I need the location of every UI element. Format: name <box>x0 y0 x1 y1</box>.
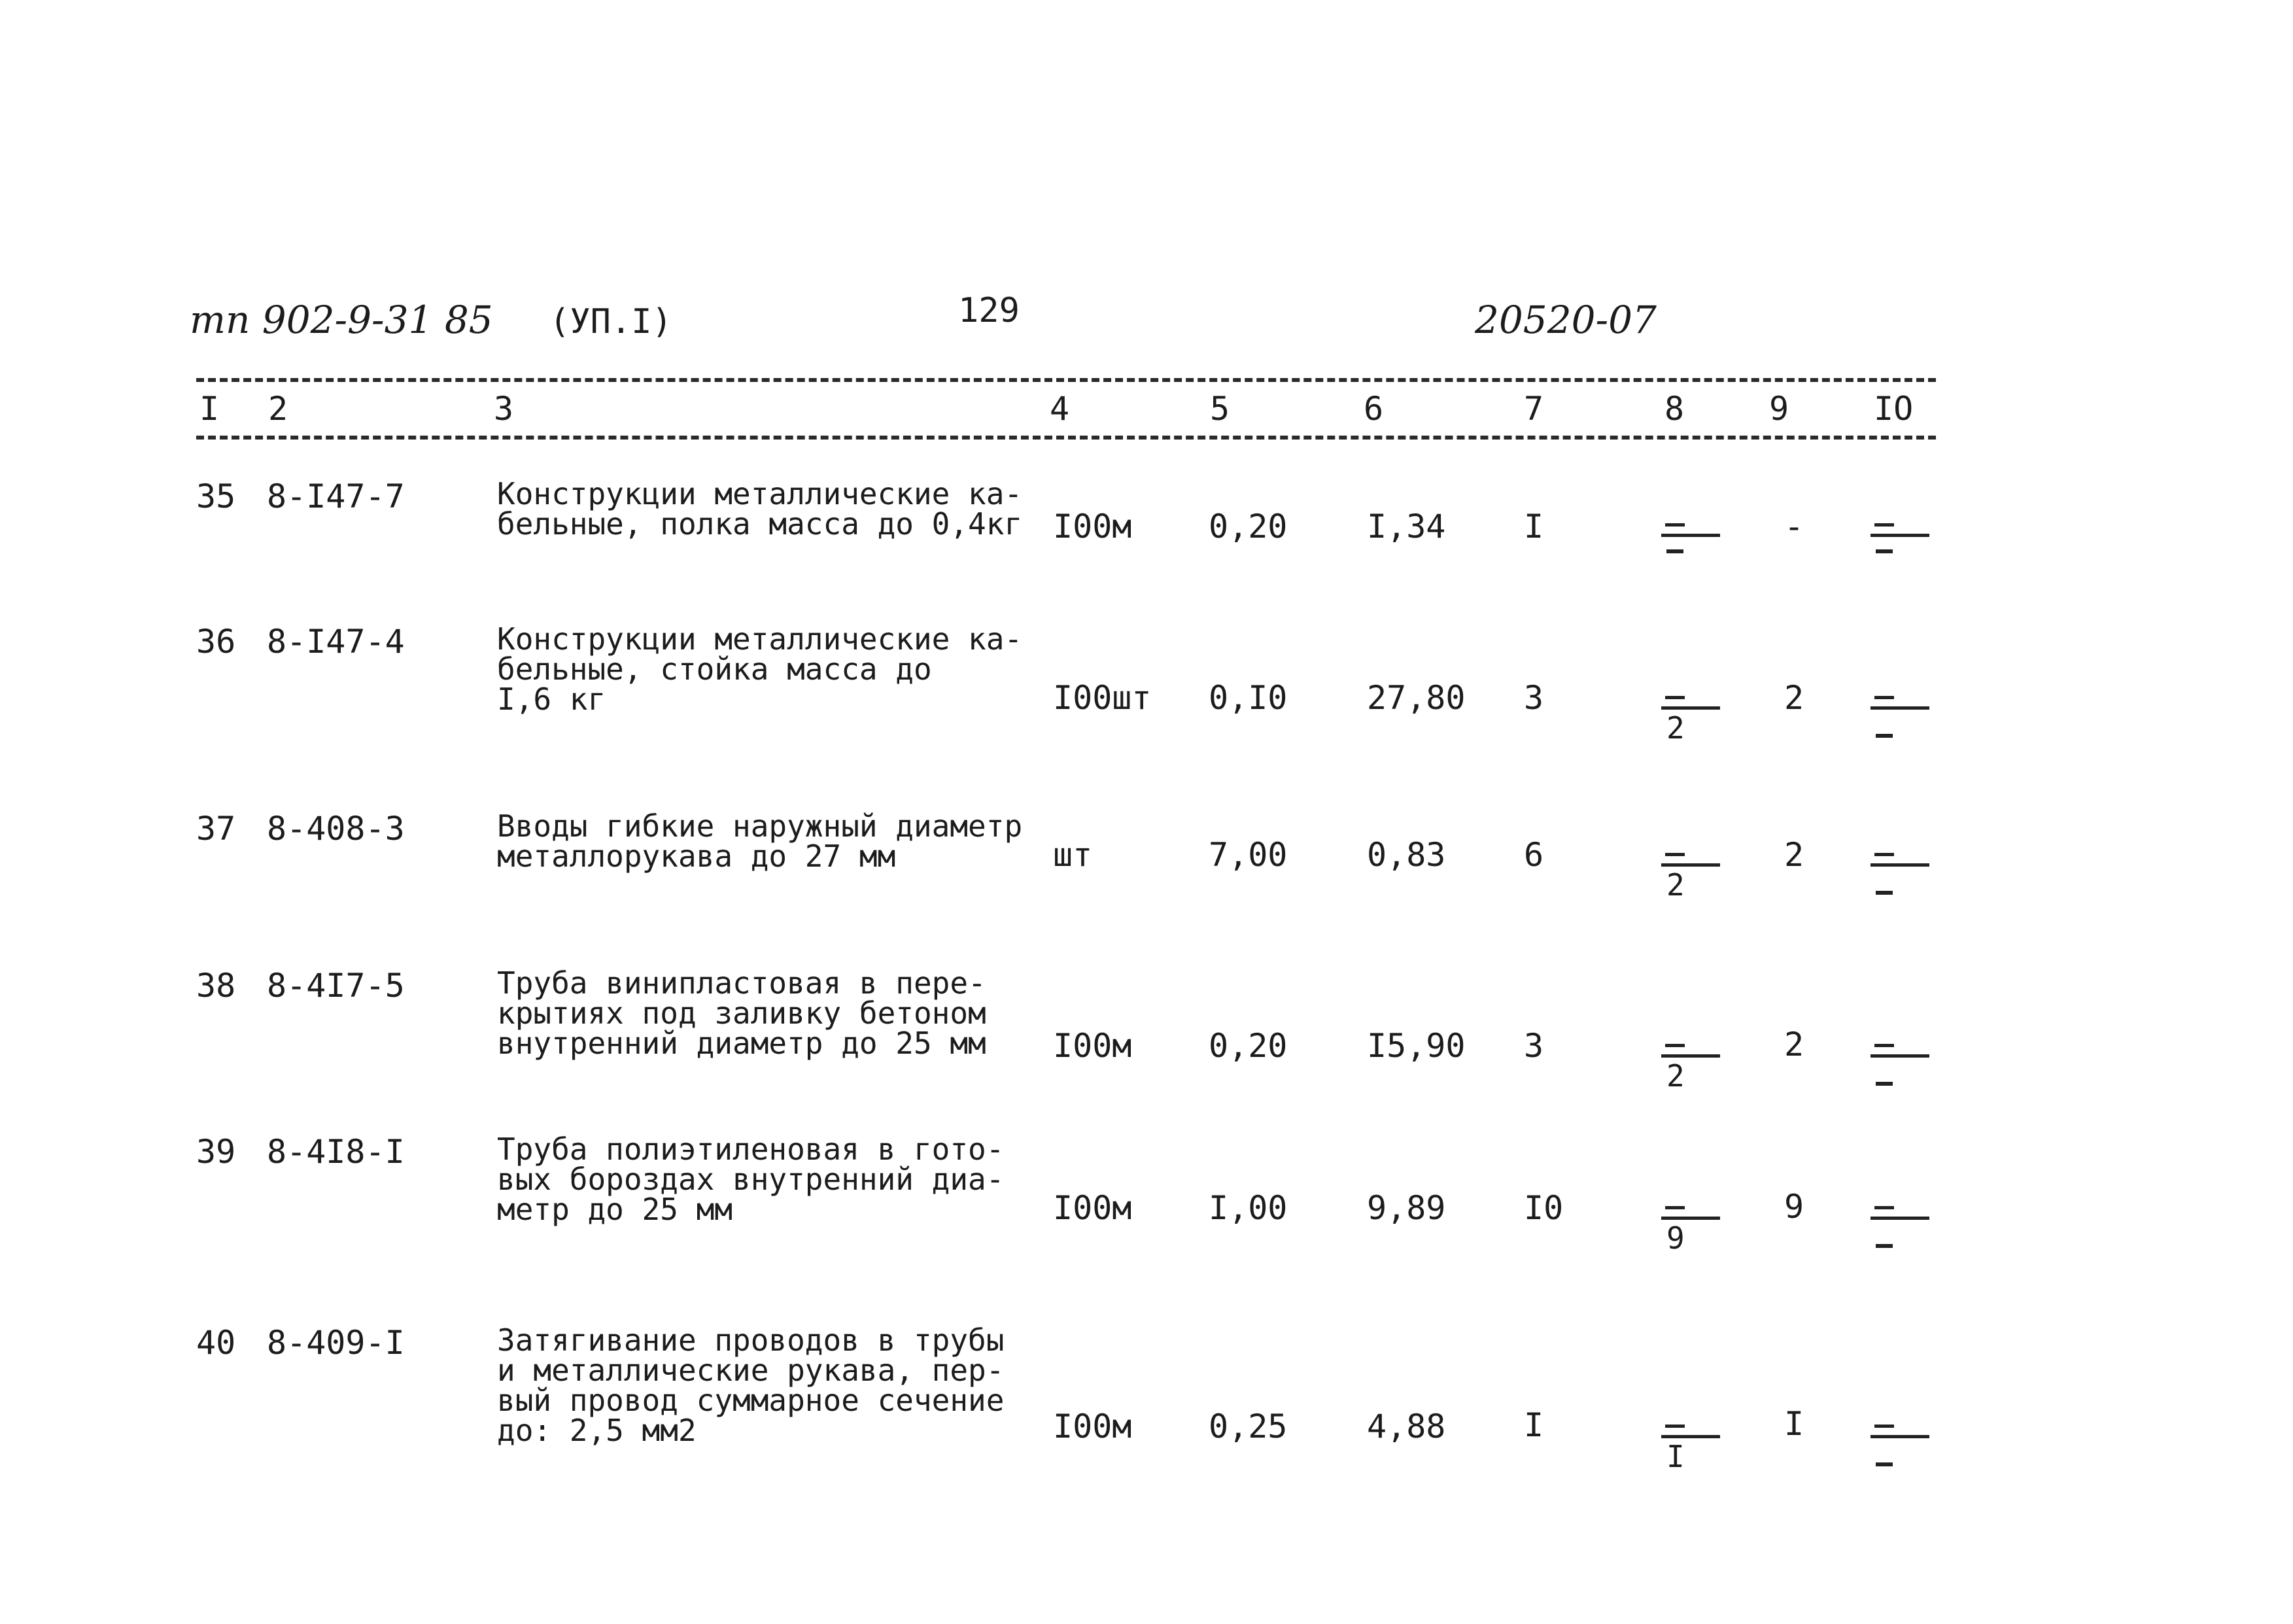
row-qty: 0,I0 <box>1209 679 1288 717</box>
row-description: Конструкции металлические ка- бельные, полка масса до 0,4кг <box>497 476 1023 542</box>
row-price: 0,83 <box>1367 836 1446 874</box>
row-description: Труба полиэтиленовая в гото- вых бороздах внутренний диа- метр до 25 мм <box>497 1132 1005 1227</box>
fraction-denominator <box>1876 1244 1893 1248</box>
row-col10-fraction <box>1871 523 1936 602</box>
row-col9: - <box>1784 508 1804 545</box>
sheet-code: 20520-07 <box>1475 298 1657 342</box>
row-description: Конструкции металлические ка- бельные, стойка масса до I,6 кг <box>497 621 1023 717</box>
fraction-denominator: I <box>1666 1439 1685 1474</box>
row-number: 40 <box>196 1324 236 1362</box>
row-col8-fraction <box>1661 1044 1727 1129</box>
row-code: 8-409-I <box>267 1324 405 1362</box>
row-col7: 3 <box>1524 679 1544 717</box>
col-header-9: 9 <box>1769 390 1789 428</box>
row-col9: 2 <box>1784 1026 1804 1063</box>
row-col10-fraction <box>1871 1044 1936 1129</box>
row-description: Вводы гибкие наружный диаметр металлорукава до 27 мм <box>497 808 1023 874</box>
row-col7: I <box>1524 508 1544 545</box>
col-header-3: 3 <box>494 390 514 428</box>
row-col10-fraction <box>1871 1425 1936 1510</box>
row-number: 37 <box>196 810 236 848</box>
col-header-8: 8 <box>1664 390 1685 428</box>
row-qty: 0,20 <box>1209 1027 1288 1065</box>
row-code: 8-I47-4 <box>267 623 405 661</box>
row-col8-fraction <box>1661 523 1727 602</box>
row-description: Труба винипластовая в пере- крытиях под заливку бетоном внутренний диаметр до 25 мм <box>497 965 986 1061</box>
fraction-denominator: 2 <box>1666 710 1685 746</box>
row-qty: 0,20 <box>1209 508 1288 545</box>
row-col8-fraction <box>1661 1206 1727 1291</box>
row-number: 36 <box>196 623 236 661</box>
row-col10-fraction <box>1871 1206 1936 1291</box>
doc-code: тп 902-9-31 85 <box>190 298 493 342</box>
header-rule-top <box>196 378 1936 382</box>
row-number: 38 <box>196 967 236 1005</box>
col-header-10: IO <box>1874 390 1914 428</box>
row-col7: I0 <box>1524 1189 1564 1227</box>
page-number: 129 <box>958 291 1020 330</box>
row-col9: I <box>1784 1405 1804 1443</box>
row-description: Затягивание проводов в трубы и металлические рукава, пер- вый провод суммарное сечение до: 2,5 мм2 <box>497 1322 1005 1448</box>
row-number: 35 <box>196 477 236 515</box>
row-unit: I00м <box>1053 1189 1132 1227</box>
col-header-6: 6 <box>1364 390 1384 428</box>
row-col9: 2 <box>1784 836 1804 874</box>
row-unit: I00м <box>1053 1027 1132 1065</box>
row-col9: 2 <box>1784 679 1804 717</box>
fraction-denominator <box>1666 549 1683 553</box>
col-header-1: I <box>199 390 220 428</box>
row-unit: I00м <box>1053 1408 1132 1445</box>
row-col10-fraction <box>1871 696 1936 781</box>
row-qty: I,00 <box>1209 1189 1288 1227</box>
col-header-2: 2 <box>268 390 288 428</box>
volume-label: (УП.I) <box>549 302 672 341</box>
col-header-5: 5 <box>1210 390 1230 428</box>
row-price: 9,89 <box>1367 1189 1446 1227</box>
row-col8-fraction <box>1661 1425 1727 1510</box>
row-qty: 7,00 <box>1209 836 1288 874</box>
row-qty: 0,25 <box>1209 1408 1288 1445</box>
fraction-denominator <box>1876 1082 1893 1086</box>
fraction-denominator <box>1876 734 1893 738</box>
row-col10-fraction <box>1871 853 1936 938</box>
col-header-7: 7 <box>1524 390 1544 428</box>
fraction-denominator: 2 <box>1666 867 1685 903</box>
row-code: 8-4I7-5 <box>267 967 405 1005</box>
row-col7: 6 <box>1524 836 1544 874</box>
row-price: 4,88 <box>1367 1408 1446 1445</box>
fraction-denominator <box>1876 891 1893 895</box>
row-price: 27,80 <box>1367 679 1466 717</box>
row-col7: I <box>1524 1406 1544 1444</box>
row-unit: I00м <box>1053 508 1132 545</box>
row-code: 8-I47-7 <box>267 477 405 515</box>
fraction-denominator: 2 <box>1666 1058 1685 1094</box>
row-col7: 3 <box>1524 1027 1544 1065</box>
header-rule-bottom <box>196 436 1936 440</box>
fraction-denominator: 9 <box>1666 1220 1685 1256</box>
row-unit: I00шт <box>1053 679 1152 717</box>
row-col8-fraction <box>1661 853 1727 938</box>
row-unit: шт <box>1053 836 1093 874</box>
row-price: I5,90 <box>1367 1027 1466 1065</box>
row-code: 8-4I8-I <box>267 1133 405 1171</box>
col-header-4: 4 <box>1050 390 1070 428</box>
row-number: 39 <box>196 1133 236 1171</box>
row-code: 8-408-3 <box>267 810 405 848</box>
row-col9: 9 <box>1784 1188 1804 1226</box>
row-col8-fraction <box>1661 696 1727 781</box>
fraction-denominator <box>1876 1462 1893 1466</box>
fraction-denominator <box>1876 549 1893 553</box>
row-price: I,34 <box>1367 508 1446 545</box>
